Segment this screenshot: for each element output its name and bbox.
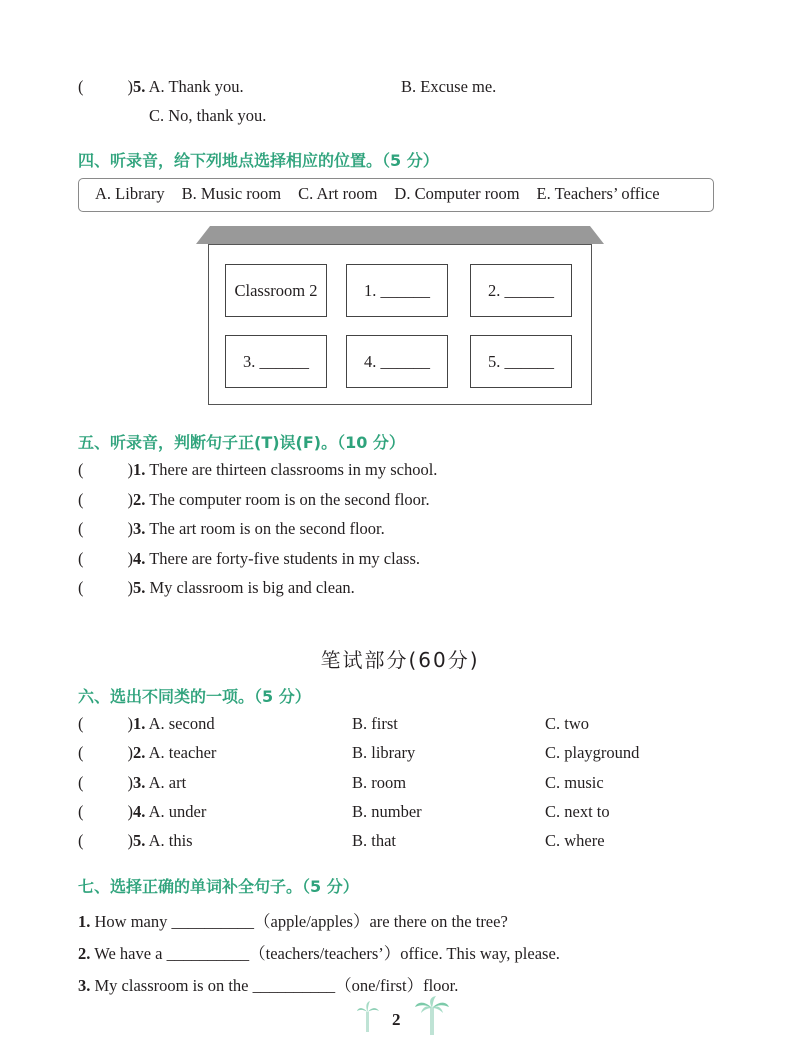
section-6-title: 六、选出不同类的一项。（5 分）: [78, 687, 311, 706]
option-computer-room: D. Computer room: [394, 184, 520, 203]
list-item: ( )3. The art room is on the second floor.: [78, 519, 385, 538]
table-row: ( )4. A. under B. number C. next to: [78, 801, 610, 821]
question-number: 5.: [133, 77, 146, 96]
section-7-title: 七、选择正确的单词补全句子。（5 分）: [78, 877, 359, 896]
palm-tree-icon: [414, 996, 450, 1036]
room-4-blank: 4. ______: [346, 335, 448, 388]
page-number: 2: [392, 1010, 401, 1029]
room-3-blank: 3. ______: [225, 335, 327, 388]
room-5-blank: 5. ______: [470, 335, 572, 388]
list-item: ( )2. The computer room is on the second floor.: [78, 489, 430, 509]
section-6-list: [78, 714, 718, 860]
list-item: ( )4. There are forty-five students in my class.: [78, 548, 420, 568]
building-roof: [196, 226, 604, 244]
option-c: C. No, thank you.: [149, 106, 267, 125]
room-2-blank: 2. ______: [470, 264, 572, 317]
option-music-room: B. Music room: [181, 184, 282, 203]
table-row: ( )2. A. teacher B. library C. playground: [78, 743, 640, 763]
option-b: B. Excuse me.: [401, 77, 497, 96]
list-item: ( )5. My classroom is big and clean.: [78, 578, 355, 597]
list-item: 2. We have a __________（teachers/teachers’）office. This way, please.: [78, 944, 560, 963]
room-1-blank: 1. ______: [346, 264, 448, 317]
list-item: 1. How many __________（apple/apples）are there on the tree?: [78, 912, 508, 931]
list-item: 3. My classroom is on the __________（one/first）floor.: [78, 976, 459, 995]
section-5-title: 五、听录音，判断句子正(T)误(F)。（10 分）: [78, 433, 405, 452]
section-4-title: 四、听录音，给下列地点选择相应的位置。（5 分）: [78, 151, 439, 170]
list-item: ( )1. There are thirteen classrooms in my school.: [78, 460, 438, 479]
option-a: A. Thank you.: [148, 77, 244, 96]
school-building-diagram: [196, 226, 604, 406]
room-classroom-2: Classroom 2: [225, 264, 327, 317]
section-7-list: [78, 908, 560, 1004]
written-part-title: 笔试部分(60分): [320, 648, 480, 672]
question-row: ( )5. A. Thank you.: [78, 77, 244, 96]
section-5-list: [78, 460, 437, 608]
palm-tree-icon: [356, 1000, 380, 1034]
option-art-room: C. Art room: [298, 184, 378, 203]
table-row: ( )5. A. this B. that C. where: [78, 831, 605, 851]
option-teachers-office: E. Teachers’ office: [536, 184, 660, 203]
table-row: ( )3. A. art B. room C. music: [78, 772, 604, 792]
options-row: [95, 184, 660, 204]
option-library: A. Library: [95, 184, 165, 203]
table-row: ( )1. A. second B. first C. two: [78, 714, 590, 733]
